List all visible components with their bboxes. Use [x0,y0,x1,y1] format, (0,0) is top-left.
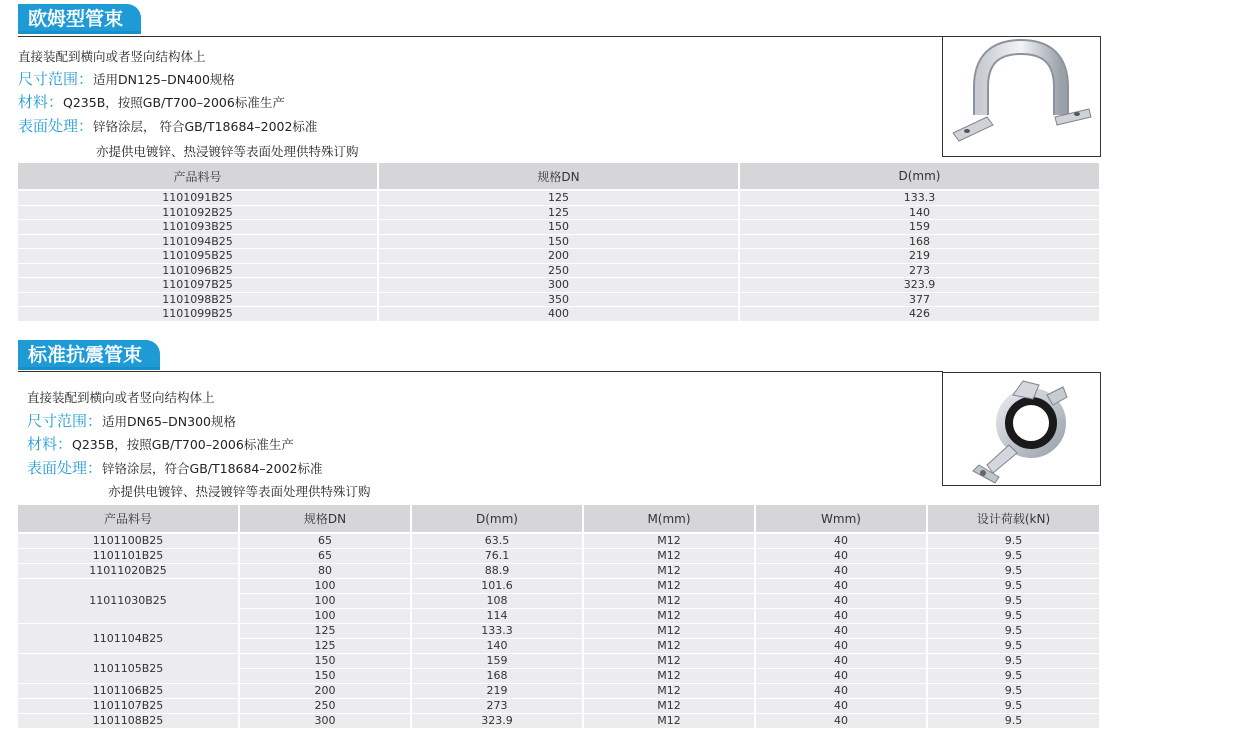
w-cell: 40 [755,624,927,639]
section-divider [18,371,943,372]
m-cell: M12 [583,579,755,594]
m-cell: M12 [583,699,755,714]
dn-cell: 150 [378,220,739,235]
material-key: 材料： [27,435,73,453]
table-row [18,654,1099,669]
d-cell: 88.9 [411,564,583,579]
col-header-d: D(mm) [739,163,1099,190]
desc-surface [27,457,322,478]
d-cell: 168 [739,234,1099,249]
part-no-cell: 1101098B25 [18,292,378,307]
dn-cell: 350 [378,292,739,307]
d-cell: 133.3 [739,190,1099,205]
dn-cell: 300 [378,278,739,293]
part-no-cell: 1101105B25 [18,654,239,684]
part-no-cell: 1101100B25 [18,533,239,549]
d-cell: 168 [411,669,583,684]
table-row [18,549,1099,564]
desc-extra-finish: 亦提供电镀锌、热浸镀锌等表面处理供特殊订购 [96,144,359,159]
d-cell: 426 [739,307,1099,322]
w-cell: 40 [755,579,927,594]
w-cell: 40 [755,549,927,564]
w-cell: 40 [755,684,927,699]
table-row [18,278,1099,293]
part-no-cell: 1101092B25 [18,205,378,220]
m-cell: M12 [583,533,755,549]
d-cell: 219 [739,249,1099,264]
part-no-cell: 11011030B25 [18,579,239,624]
d-cell: 76.1 [411,549,583,564]
part-no-cell: 1101097B25 [18,278,378,293]
dn-cell: 400 [378,307,739,322]
surface-key: 表面处理： [18,117,94,135]
m-cell: M12 [583,624,755,639]
m-cell: M12 [583,609,755,624]
m-cell: M12 [583,714,755,729]
w-cell: 40 [755,564,927,579]
size-range-value: 适用DN125–DN400规格 [93,72,235,87]
omega-clamp-illustration [943,37,1100,156]
dn-cell: 200 [378,249,739,264]
m-cell: M12 [583,639,755,654]
m-cell: M12 [583,669,755,684]
d-cell: 108 [411,594,583,609]
dn-cell: 150 [378,234,739,249]
d-cell: 323.9 [411,714,583,729]
w-cell: 40 [755,639,927,654]
load-cell: 9.5 [927,669,1099,684]
surface-key: 表面处理： [27,459,103,477]
size-range-key: 尺寸范围： [18,70,94,88]
section-divider [18,36,943,37]
product-photo-omega-clamp [942,36,1101,157]
w-cell: 40 [755,699,927,714]
dn-cell: 150 [239,669,411,684]
dn-cell: 100 [239,594,411,609]
surface-value: 锌铬涂层， 符合GB/T18684–2002标准 [93,119,318,134]
part-no-cell: 11011020B25 [18,564,239,579]
d-cell: 159 [411,654,583,669]
d-cell: 114 [411,609,583,624]
omega-clamp-spec-table [18,163,1099,322]
desc-size-range [18,68,235,89]
table-row [18,699,1099,714]
seismic-clamp-illustration [943,373,1100,485]
load-cell: 9.5 [927,684,1099,699]
load-cell: 9.5 [927,579,1099,594]
part-no-cell: 1101107B25 [18,699,239,714]
m-cell: M12 [583,684,755,699]
dn-cell: 150 [239,654,411,669]
dn-cell: 65 [239,549,411,564]
load-cell: 9.5 [927,609,1099,624]
dn-cell: 125 [378,190,739,205]
surface-value: 锌铬涂层，符合GB/T18684–2002标准 [102,461,323,476]
col-header-m: M(mm) [583,505,755,533]
dn-cell: 250 [378,263,739,278]
desc-material [18,91,285,112]
dn-cell: 65 [239,533,411,549]
table-row [18,684,1099,699]
w-cell: 40 [755,609,927,624]
desc-surface [18,115,317,136]
m-cell: M12 [583,549,755,564]
dn-cell: 125 [378,205,739,220]
d-cell: 323.9 [739,278,1099,293]
d-cell: 159 [739,220,1099,235]
d-cell: 377 [739,292,1099,307]
part-no-cell: 1101101B25 [18,549,239,564]
part-no-cell: 1101096B25 [18,263,378,278]
col-header-dn: 规格DN [378,163,739,190]
d-cell: 140 [739,205,1099,220]
d-cell: 133.3 [411,624,583,639]
w-cell: 40 [755,654,927,669]
dn-cell: 100 [239,609,411,624]
d-cell: 219 [411,684,583,699]
load-cell: 9.5 [927,654,1099,669]
part-no-cell: 1101091B25 [18,190,378,205]
desc-material [27,433,294,454]
load-cell: 9.5 [927,624,1099,639]
col-header-part-no: 产品料号 [18,163,378,190]
d-cell: 273 [411,699,583,714]
material-key: 材料： [18,93,64,111]
table-row [18,307,1099,322]
section-title-omega-clamp: 欧姆型管束 [18,4,141,34]
dn-cell: 250 [239,699,411,714]
load-cell: 9.5 [927,533,1099,549]
d-cell: 140 [411,639,583,654]
table-row [18,533,1099,549]
table-row [18,263,1099,278]
desc-line-mount: 直接装配到横向或者竖向结构体上 [27,390,215,405]
part-no-cell: 1101095B25 [18,249,378,264]
dn-cell: 100 [239,579,411,594]
load-cell: 9.5 [927,639,1099,654]
m-cell: M12 [583,654,755,669]
load-cell: 9.5 [927,594,1099,609]
w-cell: 40 [755,669,927,684]
m-cell: M12 [583,564,755,579]
product-photo-seismic-clamp [942,372,1101,486]
dn-cell: 80 [239,564,411,579]
load-cell: 9.5 [927,549,1099,564]
material-value: Q235B，按照GB/T700–2006标准生产 [72,437,294,452]
d-cell: 63.5 [411,533,583,549]
part-no-cell: 1101099B25 [18,307,378,322]
d-cell: 101.6 [411,579,583,594]
seismic-clamp-spec-table [18,505,1099,729]
desc-size-range [27,410,236,431]
table-row [18,205,1099,220]
table-row [18,220,1099,235]
load-cell: 9.5 [927,699,1099,714]
col-header-w: Wmm) [755,505,927,533]
dn-cell: 200 [239,684,411,699]
table-row [18,249,1099,264]
dn-cell: 125 [239,624,411,639]
table-row [18,714,1099,729]
part-no-cell: 1101108B25 [18,714,239,729]
part-no-cell: 1101106B25 [18,684,239,699]
table-row [18,579,1099,594]
section-title-seismic-clamp: 标准抗震管束 [18,340,160,370]
col-header-dn: 规格DN [239,505,411,533]
desc-extra-finish: 亦提供电镀锌、热浸镀锌等表面处理供特殊订购 [108,484,371,499]
d-cell: 273 [739,263,1099,278]
col-header-load: 设计荷载(kN) [927,505,1099,533]
dn-cell: 125 [239,639,411,654]
desc-line-mount: 直接装配到横向或者竖向结构体上 [18,49,206,64]
part-no-cell: 1101104B25 [18,624,239,654]
m-cell: M12 [583,594,755,609]
table-row [18,190,1099,205]
col-header-d: D(mm) [411,505,583,533]
w-cell: 40 [755,594,927,609]
w-cell: 40 [755,533,927,549]
table-row [18,234,1099,249]
table-row [18,624,1099,639]
w-cell: 40 [755,714,927,729]
dn-cell: 300 [239,714,411,729]
size-range-value: 适用DN65–DN300规格 [102,414,236,429]
size-range-key: 尺寸范围： [27,412,103,430]
material-value: Q235B，按照GB/T700–2006标准生产 [63,95,285,110]
col-header-part-no: 产品料号 [18,505,239,533]
part-no-cell: 1101094B25 [18,234,378,249]
table-row [18,292,1099,307]
load-cell: 9.5 [927,564,1099,579]
part-no-cell: 1101093B25 [18,220,378,235]
table-row [18,564,1099,579]
load-cell: 9.5 [927,714,1099,729]
